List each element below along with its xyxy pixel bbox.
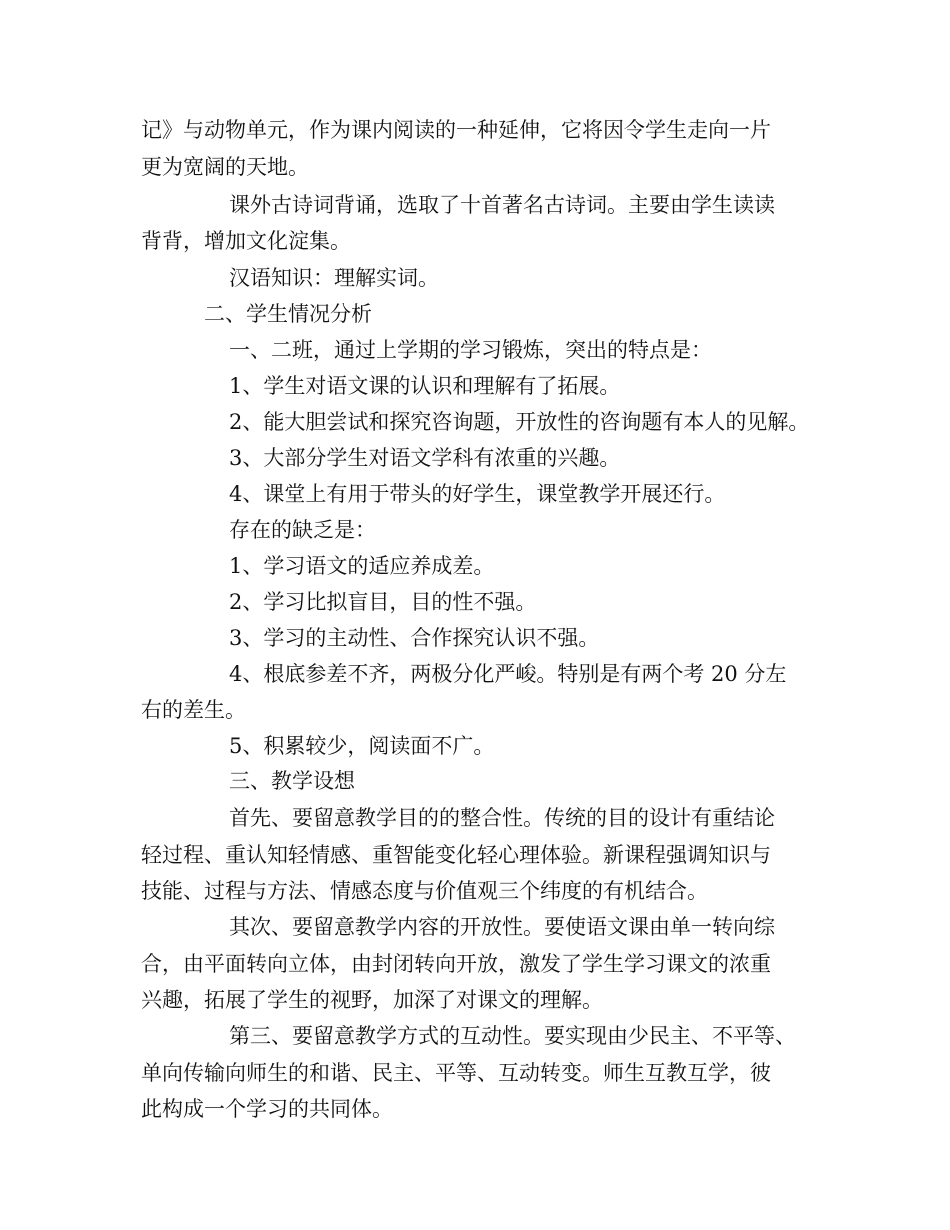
- text-line: 右的差生。: [141, 698, 246, 722]
- text-line: 兴趣，拓展了学生的视野，加深了对课文的理解。: [141, 988, 603, 1012]
- text-line: 首先、要留意教学目的的整合性。传统的目的设计有重结论: [229, 806, 775, 830]
- section-heading: 三、教学设想: [229, 769, 355, 793]
- text-line: 此构成一个学习的共同体。: [141, 1097, 393, 1121]
- text-line: 合，由平面转向立体，由封闭转向开放，激发了学生学习课文的浓重: [141, 952, 771, 976]
- list-item: 4、根底参差不齐，两极分化严峻。特别是有两个考 20 分左: [229, 662, 787, 686]
- list-item: 1、学习语文的适应养成差。: [229, 554, 495, 578]
- list-item: 4、课堂上有用于带头的好学生，课堂教学开展还行。: [229, 482, 726, 506]
- text-line: 背背，增加文化淀集。: [141, 229, 351, 253]
- text-line: 一、二班，通过上学期的学习锻炼，突出的特点是：: [229, 338, 712, 362]
- text-line: 其次、要留意教学内容的开放性。要使语文课由单一转向综: [229, 915, 775, 939]
- text-line: 单向传输向师生的和谐、民主、平等、互动转变。师生互教互学，彼: [141, 1061, 771, 1085]
- list-item: 2、能大胆尝试和探究咨询题，开放性的咨询题有本人的见解。: [229, 410, 810, 434]
- section-heading: 二、学生情况分析: [204, 302, 372, 326]
- text-line: 课外古诗词背诵，选取了十首著名古诗词。主要由学生读读: [229, 193, 775, 217]
- text-line: 汉语知识：理解实词。: [229, 266, 439, 290]
- text-line: 存在的缺乏是：: [229, 518, 376, 542]
- list-item: 1、学生对语文课的认识和理解有了拓展。: [229, 374, 621, 398]
- text-line: 记》与动物单元，作为课内阅读的一种延伸，它将因令学生走向一片: [141, 118, 771, 142]
- text-line: 更为宽阔的天地。: [141, 155, 309, 179]
- list-item: 2、学习比拟盲目，目的性不强。: [229, 590, 537, 614]
- list-item: 3、学习的主动性、合作探究认识不强。: [229, 626, 600, 650]
- text-line: 第三、要留意教学方式的互动性。要实现由少民主、不平等、: [229, 1024, 796, 1048]
- text-line: 轻过程、重认知轻情感、重智能变化轻心理体验。新课程强调知识与: [141, 843, 771, 867]
- list-item: 5、积累较少，阅读面不广。: [229, 734, 495, 758]
- text-line: 技能、过程与方法、情感态度与价值观三个纬度的有机结合。: [141, 879, 708, 903]
- list-item: 3、大部分学生对语文学科有浓重的兴趣。: [229, 446, 621, 470]
